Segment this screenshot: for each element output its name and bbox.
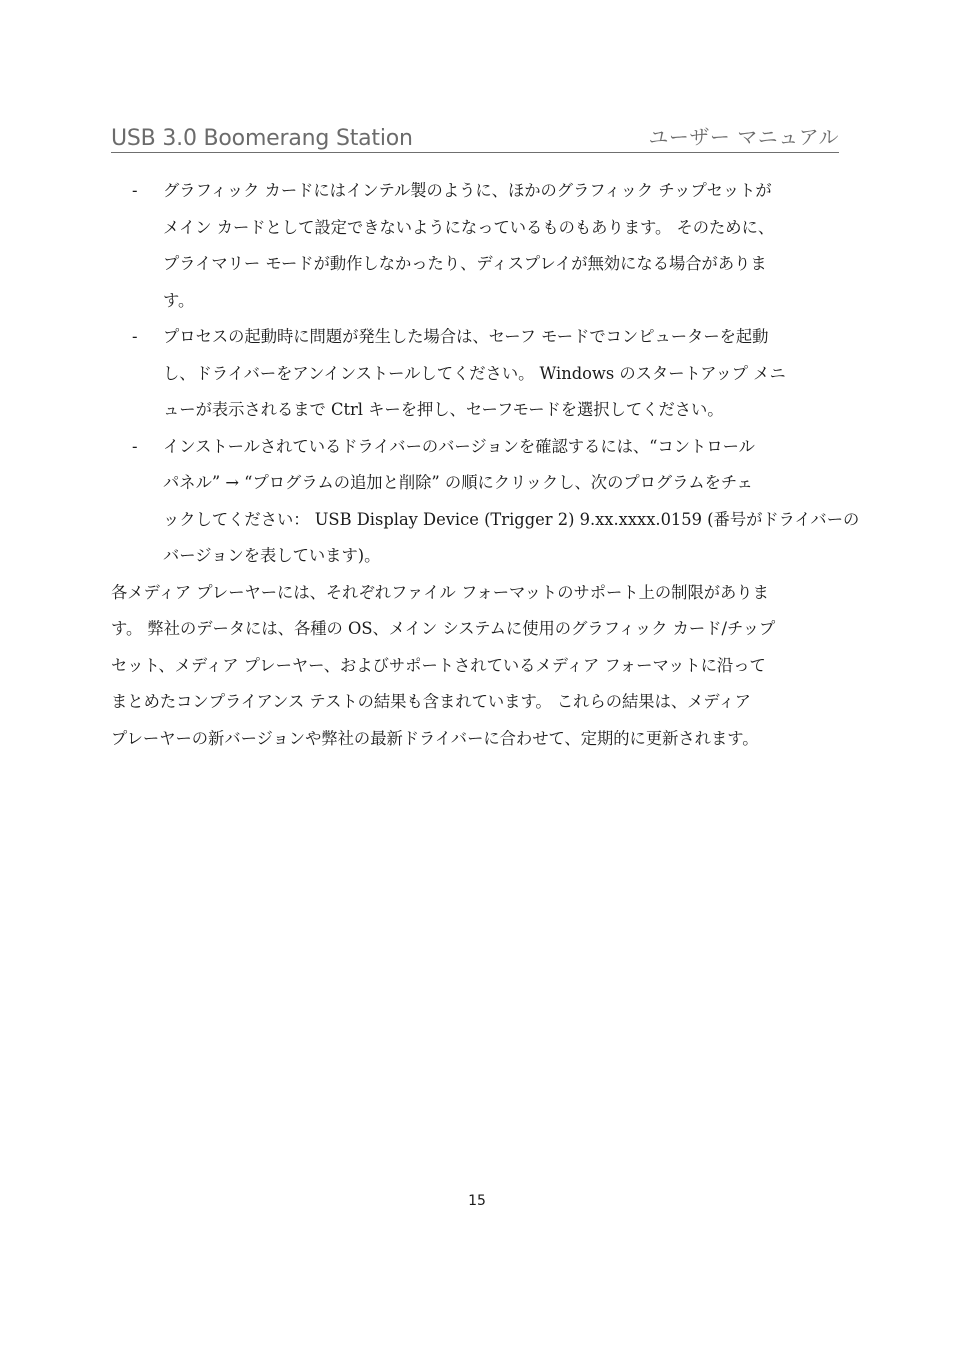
bullet-line: グラフィック カードにはインテル製のように、ほかのグラフィック チップセットが — [163, 181, 772, 200]
bullet-line: プロセスの起動時に問題が発生した場合は、セーフ モードでコンピューターを起動 — [163, 327, 769, 346]
paragraph-line: まとめたコンプライアンス テストの結果も含まれています。 これらの結果は、メディア — [111, 692, 751, 711]
bullet-line: ューが表示されるまで Ctrl キーを押し、セーフモードを選択してください。 — [163, 400, 724, 419]
bullet-marker: - — [132, 327, 138, 346]
bullet-line: バージョンを表しています)。 — [163, 546, 381, 565]
bullet-item-safe-mode — [111, 319, 871, 429]
bullet-item-driver-version — [111, 429, 871, 575]
paragraph-line: プレーヤーの新バージョンや弊社の最新ドライバーに合わせて、定期的に更新されます。 — [111, 728, 759, 748]
bullet-line: す。 — [163, 290, 195, 310]
bullet-line: ックしてください： USB Display Device (Trigger 2) 9.xx.xxxx.0159 (番号がドライバーの — [163, 509, 860, 529]
bullet-marker: - — [132, 181, 138, 200]
bullet-marker: - — [132, 436, 138, 456]
bullet-item-graphics-card — [111, 173, 871, 319]
page-number: 15 — [468, 1193, 486, 1209]
bullet-line: プライマリー モードが動作しなかったり、ディスプレイが無効になる場合がありま — [163, 254, 767, 273]
paragraph-line: す。 弊社のデータには、各種の OS、メイン システムに使用のグラフィック カード/チップ — [111, 619, 776, 638]
bullet-line: パネル” → “プログラムの追加と削除” の順にクリックし、次のプログラムをチェ — [163, 473, 753, 492]
paragraph-line: 各メディア プレーヤーには、それぞれファイル フォーマットのサポート上の制限がありま — [111, 582, 769, 602]
media-player-paragraph — [111, 575, 871, 758]
page-header — [111, 122, 839, 153]
bullet-line: インストールされているドライバーのバージョンを確認するには、“コントロール — [163, 436, 755, 456]
body-text — [111, 173, 871, 757]
header-title: USB 3.0 Boomerang Station — [111, 126, 413, 151]
paragraph-line: セット、メディア プレーヤー、およびサポートされているメディア フォーマットに沿って — [111, 655, 766, 675]
header-subtitle: ユーザー マニュアル — [648, 125, 839, 149]
bullet-line: メイン カードとして設定できないようになっているものもあります。 そのために、 — [163, 217, 775, 237]
bullet-line: し、ドライバーをアンインストールしてください。 Windows のスタートアップ メニ — [163, 363, 786, 383]
